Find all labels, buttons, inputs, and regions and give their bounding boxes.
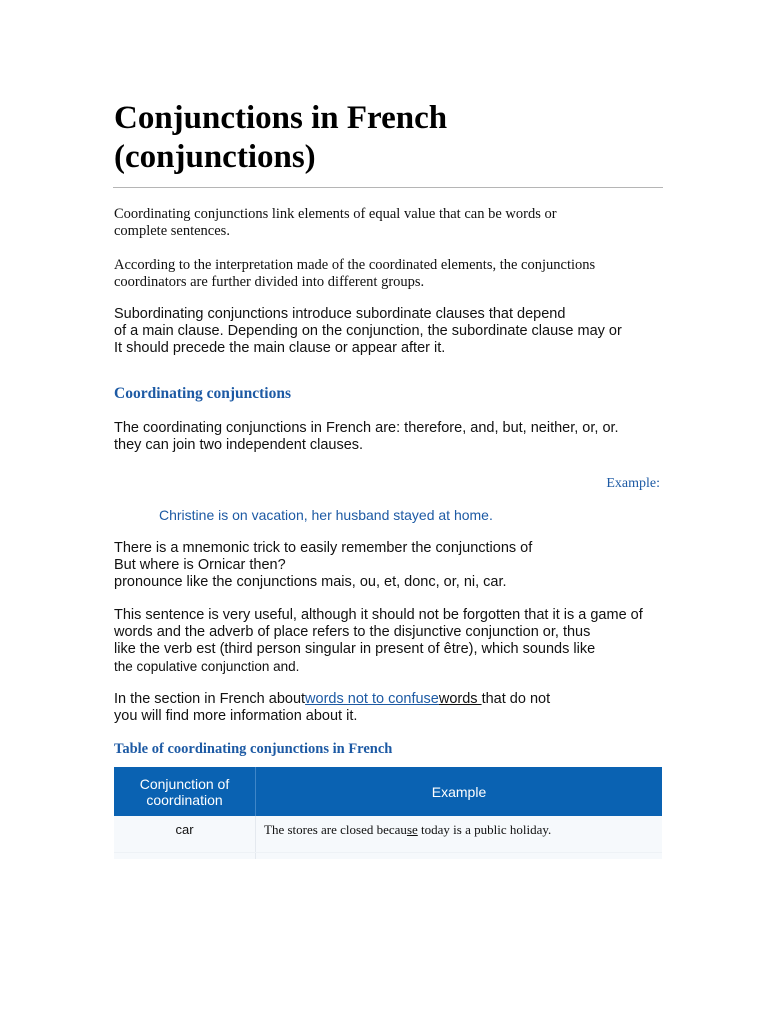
text-segment: In the section in French about — [114, 691, 306, 707]
table-header-row — [114, 767, 662, 816]
intro-paragraph-1 — [114, 206, 557, 240]
link-segment: ds not to confuse — [328, 691, 439, 707]
text-line: the copulative conjunction and. — [114, 659, 300, 674]
reference-paragraph — [114, 691, 550, 725]
column-header-conjunction: Conjunction of coordination — [114, 767, 256, 816]
text-line: coordinators are further divided into different groups. — [114, 274, 425, 290]
text-line: The coordinating conjunctions in French are: therefore, and, but, neither, or, or. — [114, 420, 619, 436]
intro-paragraph-2 — [114, 257, 595, 291]
text-line — [114, 691, 550, 708]
section-heading: Coordinating conjunctions — [114, 385, 291, 402]
text-line: But where is Ornicar then? — [114, 557, 286, 573]
text-line: pronounce like the conjunctions mais, ou, et, donc, or, ni, car. — [114, 574, 507, 590]
text-line: you will find more information about it. — [114, 708, 358, 724]
useful-paragraph — [114, 607, 643, 675]
text-segment: today is a public holiday. — [417, 822, 552, 837]
text-segment: se — [406, 822, 418, 837]
title-divider — [113, 187, 663, 188]
text-line: There is a mnemonic trick to easily remember the conjunctions of — [114, 540, 533, 556]
text-line: they can join two independent clauses. — [114, 437, 364, 453]
conjunction-cell: car — [114, 816, 256, 859]
text-segment: words — [438, 691, 482, 707]
example-label: Example: — [606, 476, 660, 491]
text-line: Coordinating conjunctions link elements of equal value that can be words or — [114, 206, 557, 222]
page-title — [114, 99, 674, 177]
mnemonic-paragraph — [114, 540, 532, 591]
text-line: complete sentences. — [114, 223, 230, 239]
coordinating-paragraph — [114, 420, 619, 454]
text-line: like the verb est (third person singular in present of être), which sounds like — [114, 641, 596, 657]
text-line: According to the interpretation made of the coordinated elements, the conjunctions — [114, 257, 596, 273]
table-heading: Table of coordinating conjunctions in French — [114, 741, 393, 757]
text-segment: The stores are closed becau — [264, 822, 407, 837]
table-bottom-border — [114, 852, 662, 853]
words-not-to-confuse-link[interactable] — [305, 691, 439, 707]
example-sentence: Christine is on vacation, her husband stayed at home. — [159, 507, 493, 523]
page-title-line-2: (conjunctions) — [114, 139, 316, 175]
text-line: words and the adverb of place refers to the disjunctive conjunction or, thus — [114, 624, 591, 640]
text-line: It should precede the main clause or appear after it. — [114, 340, 446, 356]
page-title-line-1: Conjunctions in French — [114, 100, 448, 136]
text-line: Subordinating conjunctions introduce subordinate clauses that depend — [114, 306, 566, 322]
text-segment: that do not — [481, 691, 551, 707]
conjunctions-table — [114, 767, 662, 859]
column-header-example: Example — [256, 767, 663, 816]
link-segment: wor — [305, 691, 329, 707]
text-line: of a main clause. Depending on the conjunction, the subordinate clause may or — [114, 323, 622, 339]
text-line: This sentence is very useful, although it should not be forgotten that it is a game of — [114, 607, 643, 623]
intro-paragraph-3 — [114, 306, 622, 357]
